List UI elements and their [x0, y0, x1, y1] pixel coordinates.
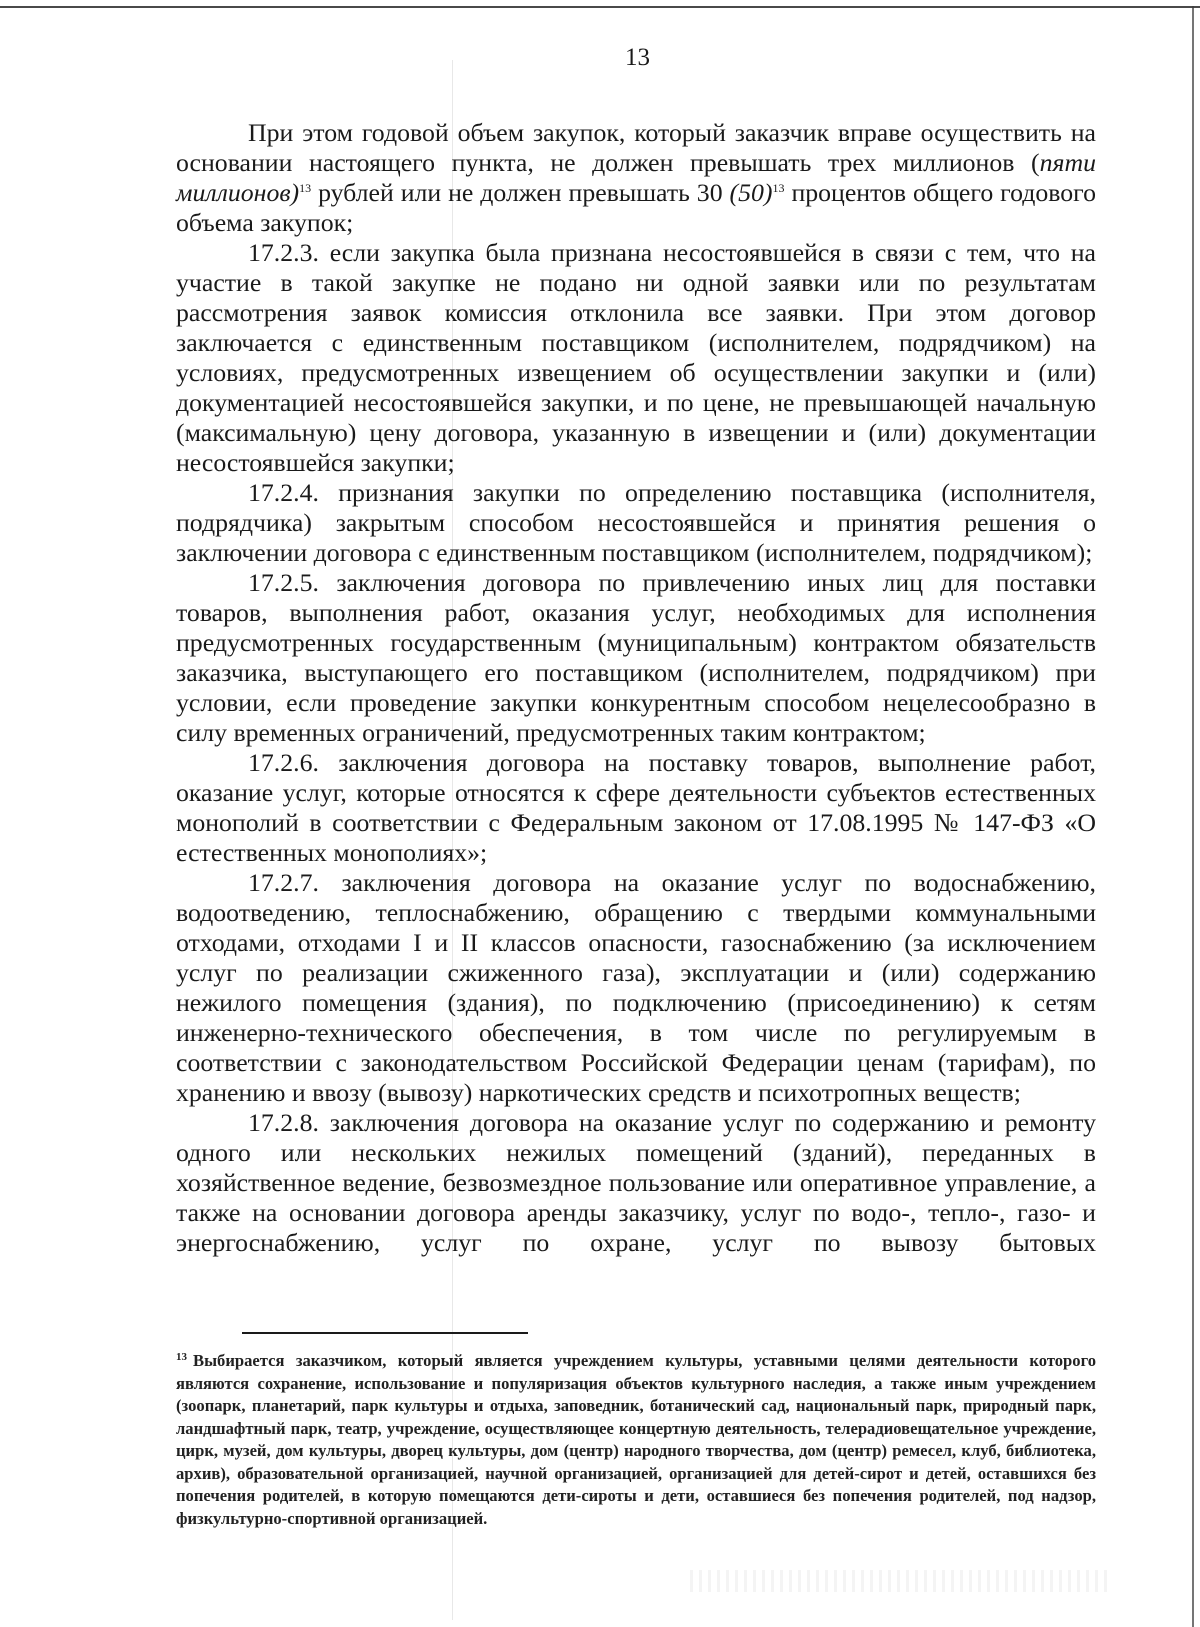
paragraph-annual-volume — [176, 118, 1096, 238]
paragraph-17-2-8: 17.2.8. заключения договора на оказание услуг по содержанию и ремонту одного или нескольких нежилых помещений (зданий), переданных в хозяйственное ведение, безвозмездное пользование или оперативное управление, а также на основании договора аренды заказчику, услуг по водо-, тепло-, газо- и энергоснабжению, услуг по охране, услуг по вывозу бытовых — [176, 1108, 1096, 1257]
paragraph-17-2-5: 17.2.5. заключения договора по привлечению иных лиц для поставки товаров, выполнения работ, оказания услуг, необходимых для исполнения предусмотренных государственным (муниципальным) контрактом обязательств заказчика, выступающего его поставщиком (исполнителем, подрядчиком) при условии, если проведение закупки конкурентным способом нецелесообразно в силу временных ограничений, предусмотренных таким контрактом; — [176, 568, 1096, 747]
paragraph-17-2-3: 17.2.3. если закупка была признана несостоявшейся в связи с тем, что на участие в такой закупке не подано ни одной заявки или по результатам рассмотрения заявок комиссия отклонила все заявки. При этом договор заключается с единственным поставщиком (исполнителем, подрядчиком) на условиях, предусмотренных извещением об осуществлении закупки и (или) документацией несостоявшейся закупки, и по цене, не превышающей начальную (максимальную) цену договора, указанную в извещении и (или) документации несостоявшейся закупки; — [176, 238, 1096, 477]
paragraph-17-2-7: 17.2.7. заключения договора на оказание услуг по водоснабжению, водоотведению, теплоснабжению, обращению с твердыми коммунальными отходами, отходами I и II классов опасности, газоснабжению (за исключением услуг по реализации сжиженного газа), эксплуатации и (или) содержанию нежилого помещения (здания), по подключению (присоединению) к сетям инженерно-технического обеспечения, в том числе по регулируемым в соответствии с законодательством Российской Федерации ценам (тарифам), по хранению и ввозу (вывозу) наркотических средств и психотропных веществ; — [176, 868, 1096, 1107]
text-run: рублей или не должен превышать 30 — [311, 178, 730, 207]
footnote-ref: 13 — [772, 181, 785, 195]
page-number: 13 — [625, 44, 650, 71]
paragraph-17-2-4: 17.2.4. признания закупки по определению поставщика (исполнителя, подрядчика) закрытым способом несостоявшейся и принятия решения о заключении договора с единственным поставщиком (исполнителем, подрядчиком); — [176, 478, 1096, 567]
footnote-mark: 13 — [176, 1351, 187, 1363]
footnote-separator — [242, 1332, 528, 1334]
scan-smudge — [690, 1570, 1110, 1592]
footnote — [176, 1350, 1096, 1530]
italic-run: пяти миллионов) — [176, 148, 1096, 207]
scan-edge-right — [1192, 6, 1194, 1627]
footnote-text: Выбирается заказчиком, который является учреждением культуры, уставными целями деятельности которого являются сохранение, использование и популяризация объектов культурного наследия, а также иным учреждением (зоопарк, планетарий, парк культуры и отдыха, заповедник, ботанический сад, национальный парк, природный парк, ландшафтный парк, театр, учреждение, осуществляющее концертную деятельность, телерадиовещательное учреждение, цирк, музей, дом культуры, дворец культуры, дом (центр) народного творчества, дом (центр) ремесел, клуб, библиотека, архив), образовательной организацией, научной организацией, организацией для детей-сирот и детей, оставшихся без попечения родителей, в которую помещаются дети-сироты и дети, оставшиеся без попечения родителей, под надзор, физкультурно-спортивной организацией. — [176, 1351, 1096, 1528]
text-run: При этом годовой объем закупок, который заказчик вправе осуществить на основании настоящего пункта, не должен превышать трех миллионов ( — [176, 118, 1096, 177]
footnote-ref: 13 — [299, 181, 312, 195]
text-run: процентов общего годового объема закупок; — [176, 178, 1096, 237]
footnote-13 — [176, 1350, 1096, 1530]
italic-run: (50) — [729, 178, 773, 207]
document-body — [176, 118, 1096, 1258]
paragraph-17-2-6: 17.2.6. заключения договора на поставку товаров, выполнение работ, оказание услуг, которые относятся к сфере деятельности субъектов естественных монополий в соответствии с Федеральным законом от 17.08.1995 № 147-ФЗ «О естественных монополиях»; — [176, 748, 1096, 867]
scan-edge-top — [0, 6, 1200, 8]
